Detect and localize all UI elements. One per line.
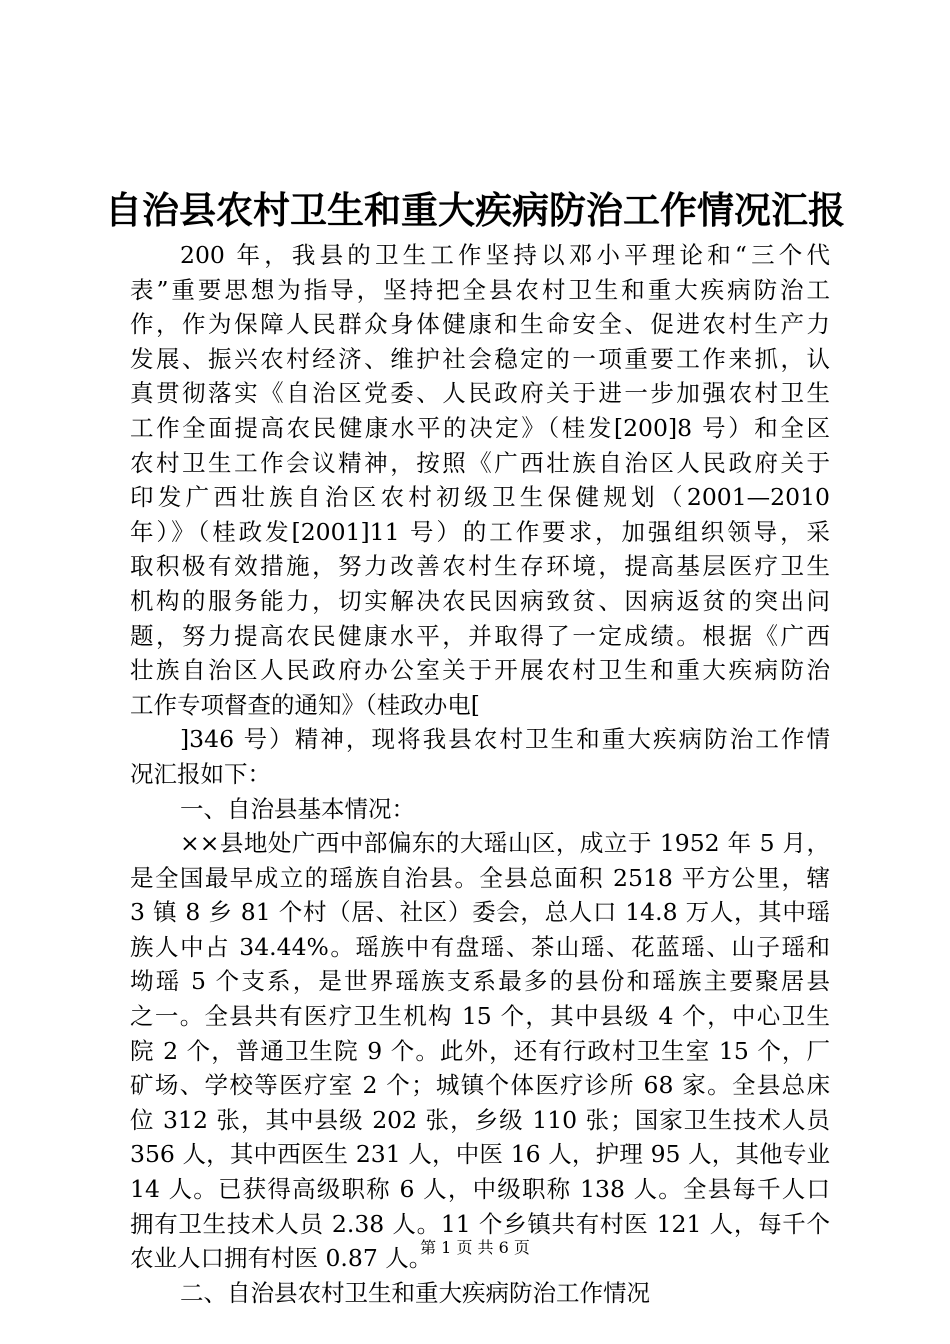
body-line: 壮族自治区人民政府办公室关于开展农村卫生和重大疾病防治 (130, 656, 830, 685)
body-line: 年）》（桂政发[2001]11 号）的工作要求，加强组织领导，采 (130, 517, 830, 546)
body-line: 机构的服务能力，切实解决农民因病致贫、因病返贫的突出问 (130, 586, 830, 615)
body-line: 题，努力提高农民健康水平，并取得了一定成绩。根据《广西 (130, 621, 830, 650)
body-line: 农业人口拥有村医 0.87 人。 (130, 1244, 433, 1273)
body-line: 作，作为保障人民群众身体健康和生命安全、促进农村生产力 (130, 310, 830, 339)
body-line: 位 312 张，其中县级 202 张，乡级 110 张；国家卫生技术人员 (130, 1105, 830, 1134)
document-body (130, 238, 830, 1310)
document-title: 自治县农村卫生和重大疾病防治工作情况汇报 (105, 188, 845, 232)
body-line: 356 人，其中西医生 231 人，中医 16 人，护理 95 人，其他专业 (130, 1140, 830, 1169)
body-line: 真贯彻落实《自治区党委、人民政府关于进一步加强农村卫生 (130, 379, 830, 408)
body-line: 族人中占 34.44%。瑶族中有盘瑶、茶山瑶、花蓝瑶、山子瑶和 (130, 932, 830, 961)
section-heading: 一、自治县基本情况： (180, 794, 415, 823)
body-line: 工作全面提高农民健康水平的决定》（桂发[200]8 号）和全区 (130, 413, 830, 442)
body-line: 况汇报如下： (130, 759, 271, 788)
body-line: 院 2 个，普通卫生院 9 个。此外，还有行政村卫生室 15 个，厂 (130, 1036, 830, 1065)
body-line: 矿场、学校等医疗室 2 个；城镇个体医疗诊所 68 家。全县总床 (130, 1071, 830, 1100)
section-heading: 二、自治县农村卫生和重大疾病防治工作情况 (180, 1278, 650, 1307)
body-line: 取积极有效措施，努力改善农村生存环境，提高基层医疗卫生 (130, 552, 830, 581)
body-line: 200 年，我县的卫生工作坚持以邓小平理论和“三个代 (180, 241, 830, 269)
page-footer: 第 1 页 共 6 页 (420, 1238, 530, 1257)
body-line: 工作专项督查的通知》（桂政办电[ (130, 690, 480, 719)
body-line: 是全国最早成立的瑶族自治县。全县总面积 2518 平方公里，辖 (130, 863, 830, 892)
body-line: ××县地处广西中部偏东的大瑶山区，成立于 1952 年 5 月， (180, 829, 830, 858)
body-line: 印发广西壮族自治区农村初级卫生保健规划（2001—2010 (130, 483, 830, 512)
body-line: 拥有卫生技术人员 2.38 人。11 个乡镇共有村医 121 人，每千个 (130, 1209, 830, 1238)
body-line: 农村卫生工作会议精神，按照《广西壮族自治区人民政府关于 (130, 448, 830, 477)
body-line: 3 镇 8 乡 81 个村（居、社区）委会，总人口 14.8 万人，其中瑶 (130, 898, 830, 927)
body-line: ]346 号）精神，现将我县农村卫生和重大疾病防治工作情 (180, 725, 830, 754)
body-line: 坳瑶 5 个支系，是世界瑶族支系最多的县份和瑶族主要聚居县 (130, 967, 830, 996)
body-line: 表”重要思想为指导，坚持把全县农村卫生和重大疾病防治工 (130, 275, 830, 304)
body-line: 14 人。已获得高级职称 6 人，中级职称 138 人。全县每千人口 (130, 1175, 830, 1204)
body-line: 发展、振兴农村经济、维护社会稳定的一项重要工作来抓，认 (130, 344, 830, 373)
body-line: 之一。全县共有医疗卫生机构 15 个，其中县级 4 个，中心卫生 (130, 1002, 830, 1031)
